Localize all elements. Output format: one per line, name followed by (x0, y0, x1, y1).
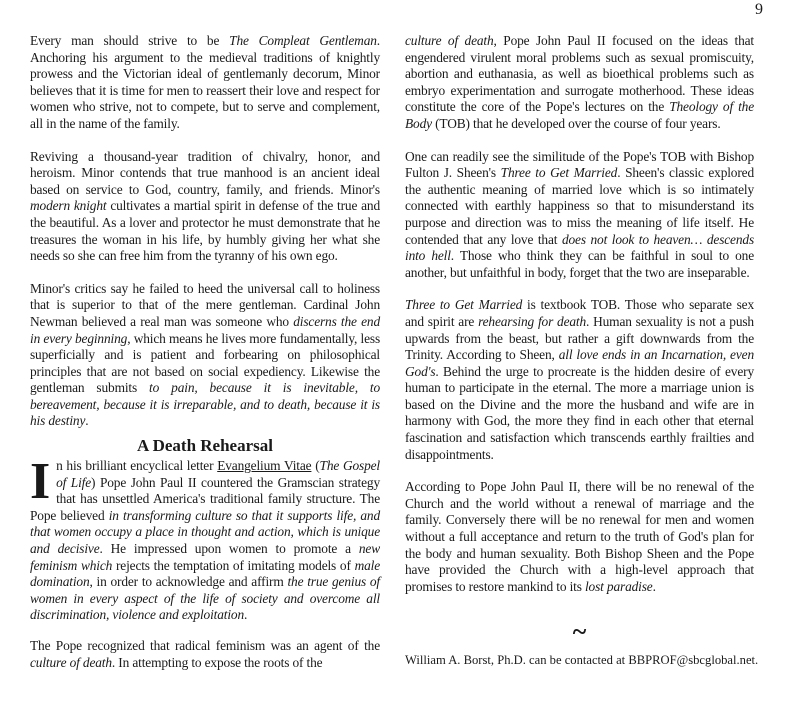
paragraph-renewal (405, 479, 754, 595)
text-run: . Sheen's classic explored the authentic meaning of married love which is so intimately connected with earthly happiness so that to misunderstand its purpose and direction was to miss the meaning of life itself. He contended that any love that (405, 165, 754, 247)
emphasis: the true genius of women in every aspect of the life of society and overcome all discrimination, violence and exploitation (30, 574, 380, 623)
paragraph-chivalry (30, 149, 380, 265)
text-run: Minor's critics say he failed to heed the universal call to holiness that is superior to that of the mere gentleman. Cardinal John Newman believed a real man was someone who (30, 280, 380, 329)
paragraph-textbook-tob (405, 297, 754, 463)
text-run: The Pope recognized that radical feminism was an agent of the (30, 638, 380, 653)
author-contact-line: William A. Borst, Ph.D. can be contacted at BBPROF@sbcglobal.net. (405, 653, 759, 667)
text-run: ( (311, 458, 320, 474)
emphasis: Three to Get Married (500, 165, 618, 181)
text-run: . (85, 413, 89, 429)
text-run: . Anchoring his argument to the medieval traditions of knightly prowess and the Victorian ideal of gentlemanly decorum, Minor believes that it is time for men to reassert their love and respect for women who strive, not to compete, but to serve and complement, all in the name of the family. (30, 33, 380, 131)
emphasis: modern knight (30, 198, 107, 214)
text-run: is textbook TOB. Those who separate sex and spirit are (405, 297, 755, 329)
text-run: , in order to acknowledge and affirm (89, 574, 288, 590)
emphasis: in transforming culture so that it supports life, and that women occupy a place in thought and action, which is unique and decisive (30, 507, 380, 557)
text-run: . Those who think they can be faithful in soul to one another, but unfaithful in body, forget that the two are inseparable. (405, 248, 754, 280)
emphasis: Three to Get Married (405, 297, 523, 313)
text-run: According to Pope John Paul II, there will be no renewal of the Church and the world without a renewal of marriage and the family. Conversely there will be no renewal for men and women without a full acceptance and return to the truth of God's plan for the body and human sexuality. Both Bishop Sheen and the Pope have provided the Church with a high-level approach that promises to restore mankind to its (405, 479, 754, 594)
paragraph-evangelium-vitae-text (30, 453, 380, 623)
emphasis: all love ends in an Incarnation, even God's (405, 347, 754, 379)
text-run: Reviving a thousand-year tradition of chivalry, honor, and heroism. Minor contends that true manhood is an ancient ideal based on service to God, country, family, and friends. Minor's (30, 148, 380, 197)
emphasis: culture of death (405, 33, 494, 48)
emphasis: The Compleat Gentleman (229, 33, 377, 48)
underlined-title: Evangelium Vitae (217, 458, 312, 474)
text-run: rejects the temptation of imitating models of (112, 557, 355, 573)
text-run: One can readily see the similitude of the Pope's TOB with Bishop Fulton J. Sheen's (405, 148, 754, 181)
text-run: . Human sexuality is not a push upwards from the beast, but rather a gift downwards from the Trinity. According to Sheen, (405, 313, 754, 363)
right-column (405, 33, 754, 595)
emphasis: to pain, because it is inevitable, to bereavement, because it is irreparable, and to death, because it is his destiny (30, 380, 381, 429)
emphasis: new feminism which (30, 541, 380, 573)
text-run: ) Pope John Paul II countered the Gramscian strategy that has unsettled America's traditional family structure. The Pope believed (30, 474, 380, 523)
emphasis: rehearsing for death (478, 313, 587, 329)
drop-cap: I (30, 453, 51, 511)
paragraph-compleat-gentleman (30, 33, 380, 133)
paragraph-radical-feminism (30, 638, 380, 671)
text-run: n his brilliant encyclical letter (56, 458, 218, 474)
text-run: , Pope John Paul II focused on the ideas that engendered virulent moral problems such as sexual promiscuity, abortion and euthanasia, as well as bioethical problems such as embryo experimentation and surrogate motherhood. These ideas constitute the core of the Pope's lectures on the (405, 33, 754, 115)
text-run: . In attempting to expose the roots of the (111, 654, 323, 670)
text-run: . (244, 607, 248, 623)
paragraph-culture-of-death (405, 33, 754, 133)
paragraph-three-to-get-married (405, 149, 754, 282)
text-run: , which means he lives more fundamentally, less superficially and is patient and forbearing on philosophical principles that are not based on social expediency. Likewise the gentleman submits (30, 330, 381, 396)
emphasis: The Gospel of Life (56, 458, 380, 490)
section-heading: A Death Rehearsal (137, 436, 273, 456)
emphasis: male domination (30, 557, 380, 590)
emphasis: discerns the end in every beginning (30, 313, 380, 346)
emphasis: does not look to heaven… descends into hell (405, 231, 755, 264)
page-number: 9 (755, 1, 763, 18)
text-run: . He impressed upon women to promote a (99, 541, 359, 557)
emphasis: Theology of the Body (405, 99, 754, 131)
text-run: . Behind the urge to procreate is the hidden desire of every human to participate in the eternal. The more a marriage union is based on the Divine and the more the husband and wife are in harmony with God, the more they find in each other that eternal fascination and satisfaction which transcends earthly frailties and disappointments. (405, 363, 754, 462)
paragraph-evangelium-vitae (30, 453, 380, 624)
text-run: (TOB) that he developed over the course of four years. (431, 115, 721, 131)
text-run: . (652, 578, 656, 594)
emphasis: lost paradise (584, 578, 653, 594)
left-column (30, 33, 380, 671)
paragraph-critics (30, 281, 380, 430)
section-end-flourish: ~ (572, 617, 587, 646)
emphasis: culture of death (30, 654, 112, 670)
text-run: Every man should strive to be (30, 33, 230, 48)
text-run: cultivates a martial spirit in defense of the true and the beautiful. As a lover and protector he must demonstrate that he treasures the woman in his life, by humbly giving her what she needs so she can free him from the tyranny of his own ego. (30, 198, 381, 264)
